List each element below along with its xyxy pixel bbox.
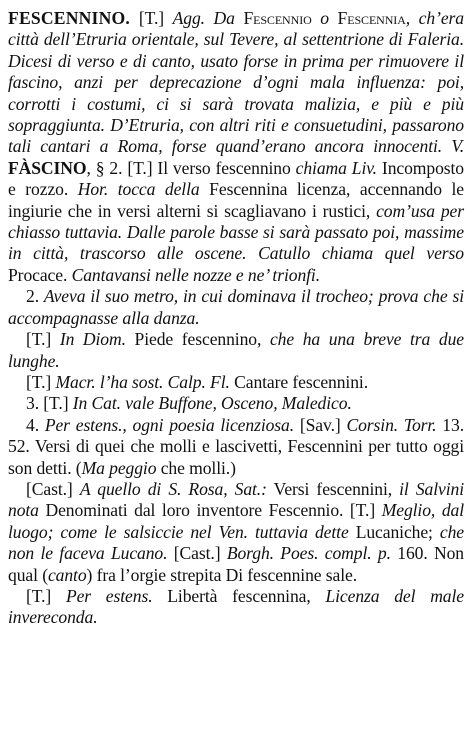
text-run: [T.]	[26, 329, 60, 350]
entry-sense-2	[8, 286, 464, 329]
text-run: , ch’era città dell’Etruria orientale, sul Tevere, al settentrione di Faleria. Dicesi di verso e di canto, usato forse in prima per rimuovere il fascino, anzi per deprecazione d’ogni mala influenza: poi, corrotti i costumi, ci si sarà trovata malizia, e più e più sopraggiunta. D’Etruria, con altri riti e consuetudini, passarono tali cantari a Roma, forse quand’erano ancora innocenti. V.	[8, 8, 464, 157]
text-run: 2.	[26, 286, 44, 307]
text-run: [Sav.]	[294, 414, 347, 435]
text-run: Libertà fescennina,	[152, 585, 326, 606]
text-run: che non le faceva Lucano.	[8, 521, 465, 564]
text-run: [Cast.]	[26, 478, 80, 499]
text-run: che molli.)	[156, 457, 236, 478]
text-run: Per estens.	[65, 585, 153, 606]
entry-sense-4-citation-cast	[8, 479, 464, 586]
text-run: In Cat. vale Buffone, Osceno, Maledico.	[72, 393, 352, 414]
text-run: FESCENNINO.	[8, 8, 139, 28]
entry-definition	[8, 8, 464, 286]
text-run: com’usa per chiasso tuttavia. Dalle parole basse si sarà passato poi, massime in città, trascorso alle oscene. Catullo chiama quel verso	[8, 200, 464, 264]
text-run: Agg. Da	[172, 8, 244, 28]
entry-sense-3	[8, 393, 464, 414]
text-run: che ha una breve tra due lunghe.	[8, 329, 464, 371]
text-run: Fescennia	[337, 8, 406, 28]
text-run: 3. [T.]	[26, 393, 73, 414]
text-run: Per estens., ogni poesia licenziosa.	[44, 414, 295, 435]
text-run: 4.	[26, 414, 45, 435]
text-run: [T.]	[26, 585, 66, 606]
dictionary-entry-fescennino	[8, 8, 464, 629]
text-run: 160. Non qual (	[8, 543, 464, 585]
text-run: Meglio, dal luogo; come le salsiccie nel Ven. tuttavia dette	[8, 500, 464, 542]
text-run: ) fra l’orgie strepita Di fescennine sale.	[86, 564, 358, 585]
text-run: Piede fescennino,	[125, 329, 270, 350]
entry-sense-2-citation-macr	[8, 372, 464, 393]
entry-sense-2-citation-diom	[8, 329, 464, 372]
text-run: Denominati dal loro inventore Fescennio. [T.]	[38, 500, 382, 521]
text-run: A quello di S. Rosa, Sat.:	[79, 478, 267, 499]
text-run: [Cast.]	[167, 543, 227, 564]
text-run: il Salvini nota	[8, 478, 464, 521]
text-run: FÀSCINO	[8, 157, 87, 178]
text-run: Fescennina licenza, accennando le ingiurie che in versi alterni si scagliavano i rustici,	[8, 179, 464, 221]
text-run: [T.]	[26, 371, 56, 392]
text-run: Aveva il suo metro, in cui dominava il trocheo; prova che si accompagnasse alla danza.	[8, 286, 464, 328]
text-run: Licenza del male invereconda.	[8, 585, 464, 628]
text-run: Versi fescennini,	[266, 478, 400, 499]
entry-sense-4-extension	[8, 586, 464, 629]
text-run: Procace.	[8, 264, 72, 285]
text-run: Borgh. Poes. compl. p.	[226, 543, 391, 564]
text-run: , § 2. [T.] Il verso fescennino	[86, 157, 296, 178]
text-run: Cantavansi nelle nozze e ne’ trionfi.	[71, 264, 321, 285]
text-run: Lucaniche;	[348, 521, 440, 542]
text-run: Ma peggio	[81, 457, 157, 478]
text-run: Cantare fescennini.	[229, 371, 368, 392]
text-run: Incomposto e rozzo.	[8, 157, 465, 200]
text-run: o	[311, 8, 338, 28]
text-run: 13. 52. Versi di quei che molli e lascivetti, Fescennini per tutto oggi son detti. (	[8, 414, 464, 478]
text-run: Hor. tocca della	[77, 179, 200, 200]
text-run: [T.]	[138, 8, 173, 28]
text-run: chiama Liv.	[295, 157, 377, 178]
text-run: Corsin. Torr.	[346, 414, 437, 435]
text-run: In Diom.	[59, 329, 126, 350]
text-run: canto	[47, 564, 87, 585]
entry-sense-4	[8, 415, 464, 479]
text-run: Fescennio	[243, 8, 312, 28]
text-run: Macr. l’ha sost. Calp. Fl.	[55, 371, 230, 392]
